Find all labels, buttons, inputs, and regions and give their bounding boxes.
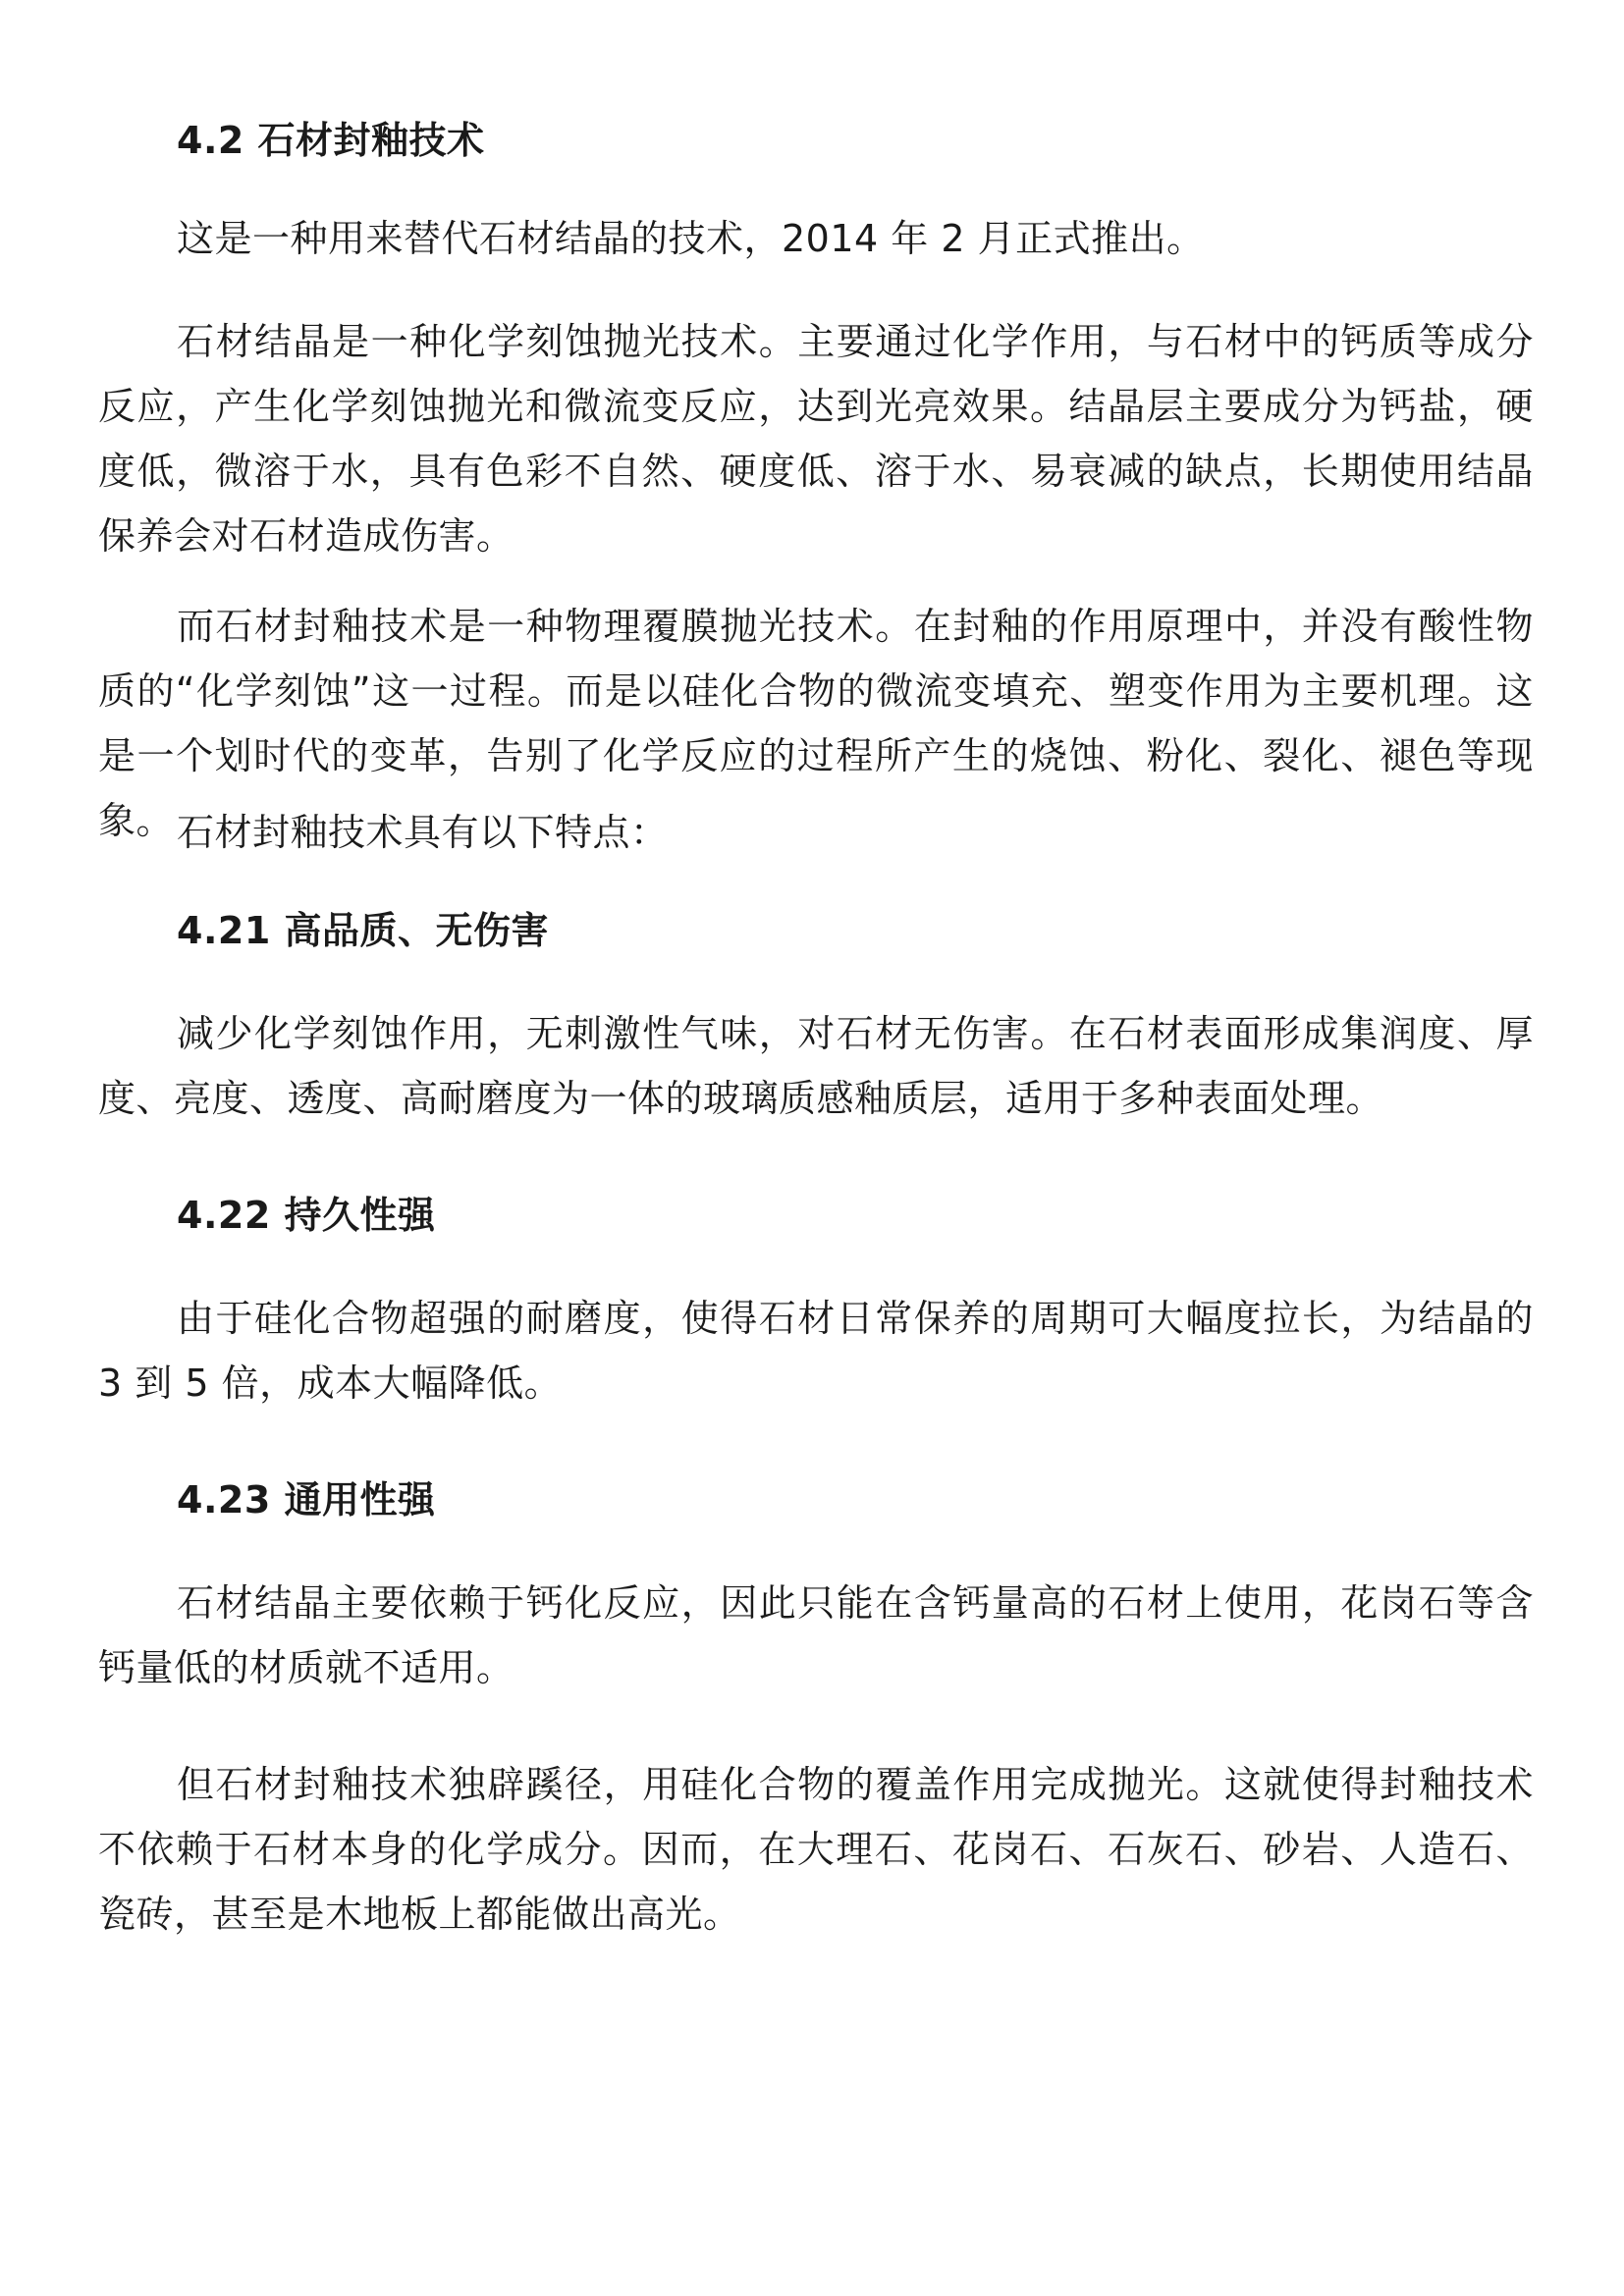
crystallization-paragraph: 石材结晶是一种化学刻蚀抛光技术。主要通过化学作用，与石材中的钙质等成分反应，产生化学刻蚀抛光和微流变反应，达到光亮效果。结晶层主要成分为钙盐，硬度低，微溶于水，具有色彩不自然、硬度低、溶于水、易衰减的缺点，长期使用结晶保养会对石材造成伤害。: [98, 320, 1534, 558]
subsection-heading-durability: 4.22 持久性强: [177, 1194, 436, 1237]
versatility-paragraph-1: 石材结晶主要依赖于钙化反应，因此只能在含钙量高的石材上使用，花岗石等含钙量低的材质就不适用。: [98, 1581, 1534, 1689]
versatility-paragraph-2: 但石材封釉技术独辟蹊径，用硅化合物的覆盖作用完成抛光。这就使得封釉技术不依赖于石材本身的化学成分。因而，在大理石、花岗石、石灰石、砂岩、人造石、瓷砖，甚至是木地板上都能做出高光。: [98, 1763, 1534, 1936]
durability-paragraph: 由于硅化合物超强的耐磨度，使得石材日常保养的周期可大幅度拉长，为结晶的 3 到 5 倍，成本大幅降低。: [98, 1297, 1534, 1405]
subsection-heading-versatility: 4.23 通用性强: [177, 1478, 436, 1522]
quality-paragraph: 减少化学刻蚀作用，无刺激性气味，对石材无伤害。在石材表面形成集润度、厚度、亮度、透度、高耐磨度为一体的玻璃质感釉质层，适用于多种表面处理。: [98, 1012, 1534, 1120]
intro-paragraph: 这是一种用来替代石材结晶的技术，2014 年 2 月正式推出。: [177, 217, 1205, 260]
subsection-heading-quality: 4.21 高品质、无伤害: [177, 909, 549, 952]
features-intro-paragraph: 石材封釉技术具有以下特点：: [177, 811, 669, 854]
glazing-paragraph: 而石材封釉技术是一种物理覆膜抛光技术。在封釉的作用原理中，并没有酸性物质的“化学刻蚀”这一过程。而是以硅化合物的微流变填充、塑变作用为主要机理。这是一个划时代的变革，告别了化学反应的过程所产生的烧蚀、粉化、裂化、褪色等现象。: [98, 605, 1534, 842]
section-heading: 4.2 石材封釉技术: [177, 119, 485, 162]
